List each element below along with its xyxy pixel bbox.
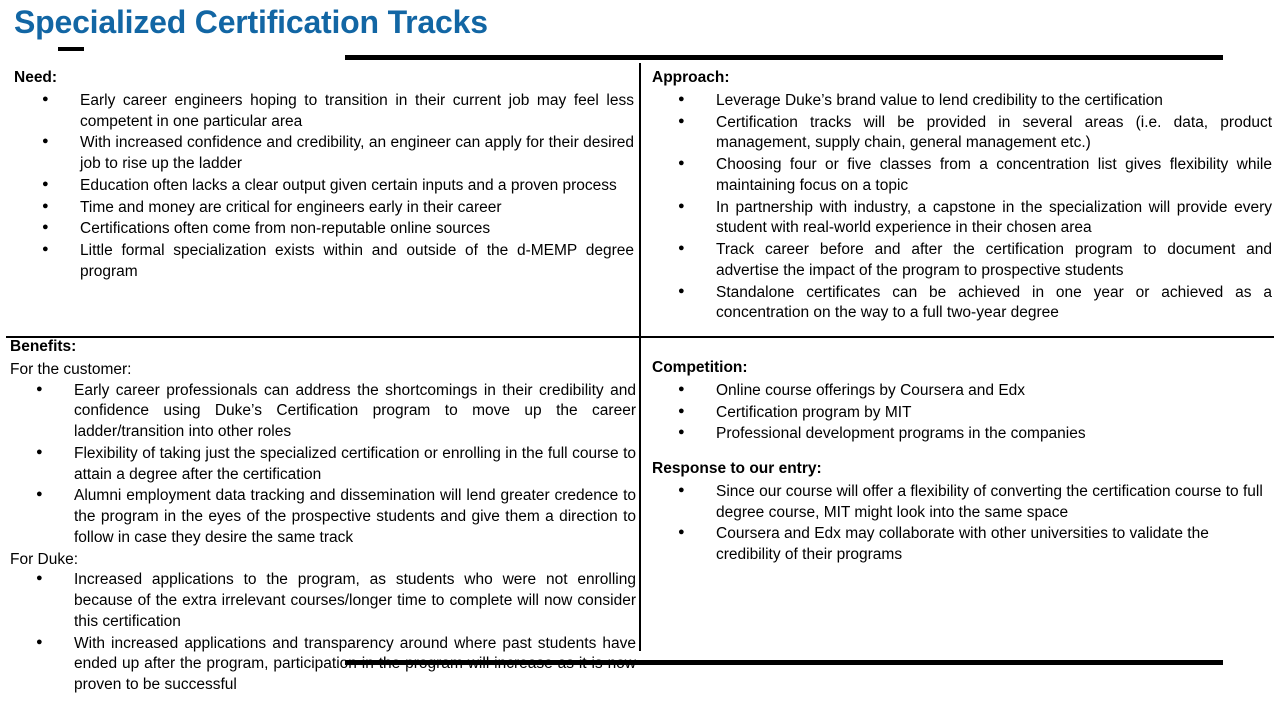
page-title: Specialized Certification Tracks <box>14 4 488 40</box>
need-heading: Need: <box>14 69 58 86</box>
list-item: ● Professional development programs in the companies <box>652 424 1272 445</box>
approach-bullet-list <box>652 91 1272 324</box>
list-item: ● Time and money are critical for engineers early in their career <box>14 198 634 219</box>
list-item: ● With increased applications and transparency around where past students have ended up after the program, participation in the program will increase as it is now proven to be successful <box>10 634 636 696</box>
list-item: ● Coursera and Edx may collaborate with other universities to validate the credibility of their programs <box>652 524 1272 566</box>
list-item: ● Standalone certificates can be achieved in one year or achieved as a concentration on the way to a full two-year degree <box>652 283 1272 325</box>
quadrant-need <box>14 68 634 284</box>
approach-heading: Approach: <box>652 69 730 86</box>
list-item: ● Online course offerings by Coursera and Edx <box>652 381 1272 402</box>
benefits-duke-label: For Duke: <box>10 550 79 568</box>
list-item: ● Little formal specialization exists within and outside of the d-MEMP degree program <box>14 241 634 283</box>
list-item: ● Leverage Duke’s brand value to lend credibility to the certification <box>652 91 1272 112</box>
quadrant-benefits <box>10 337 636 697</box>
list-item: ● Flexibility of taking just the specialized certification or enrolling in the full course to attain a degree after the certification <box>10 444 636 486</box>
list-item: ● Alumni employment data tracking and dissemination will lend greater credence to the program in the eyes of the prospective students and give them a direction to follow in case they desire the same track <box>10 486 636 548</box>
list-item: ● Increased applications to the program, as students who were not enrolling because of the extra irrelevant courses/longer time to complete will now consider this certification <box>10 570 636 632</box>
list-item: ● Choosing four or five classes from a concentration list gives flexibility while maintaining focus on a topic <box>652 155 1272 197</box>
list-item: ● Since our course will offer a flexibility of converting the certification course to full degree course, MIT might look into the same space <box>652 482 1272 524</box>
list-item: ● Education often lacks a clear output given certain inputs and a proven process <box>14 176 634 197</box>
response-bullet-list <box>652 482 1272 566</box>
response-heading: Response to our entry: <box>652 460 822 478</box>
quadrant-competition <box>652 358 1272 567</box>
top-horizontal-rule <box>345 55 1223 60</box>
benefits-customer-bullet-list <box>10 381 636 549</box>
need-bullet-list <box>14 91 634 283</box>
list-item: ● Certifications often come from non-reputable online sources <box>14 219 634 240</box>
benefits-customer-label: For the customer: <box>10 360 132 378</box>
benefits-heading: Benefits: <box>10 338 77 355</box>
title-underline-accent <box>58 47 84 51</box>
benefits-duke-bullet-list <box>10 570 636 696</box>
list-item: ● Early career engineers hoping to transition in their current job may feel less competent in one particular area <box>14 91 634 133</box>
quadrant-approach <box>652 68 1272 325</box>
list-item: ● With increased confidence and credibility, an engineer can apply for their desired job to rise up the ladder <box>14 133 634 175</box>
list-item: ● In partnership with industry, a capstone in the specialization will provide every student with real-world experience in their chosen area <box>652 198 1272 240</box>
list-item: ● Track career before and after the certification program to document and advertise the impact of the program to prospective students <box>652 240 1272 282</box>
list-item: ● Early career professionals can address the shortcomings in their credibility and confidence using Duke’s Certification program to move up the career ladder/transition into other roles <box>10 381 636 443</box>
competition-heading: Competition: <box>652 359 748 376</box>
vertical-divider <box>639 63 641 651</box>
competition-bullet-list <box>652 381 1272 445</box>
list-item: ● Certification program by MIT <box>652 403 1272 424</box>
list-item: ● Certification tracks will be provided in several areas (i.e. data, product management, supply chain, general management etc.) <box>652 113 1272 155</box>
